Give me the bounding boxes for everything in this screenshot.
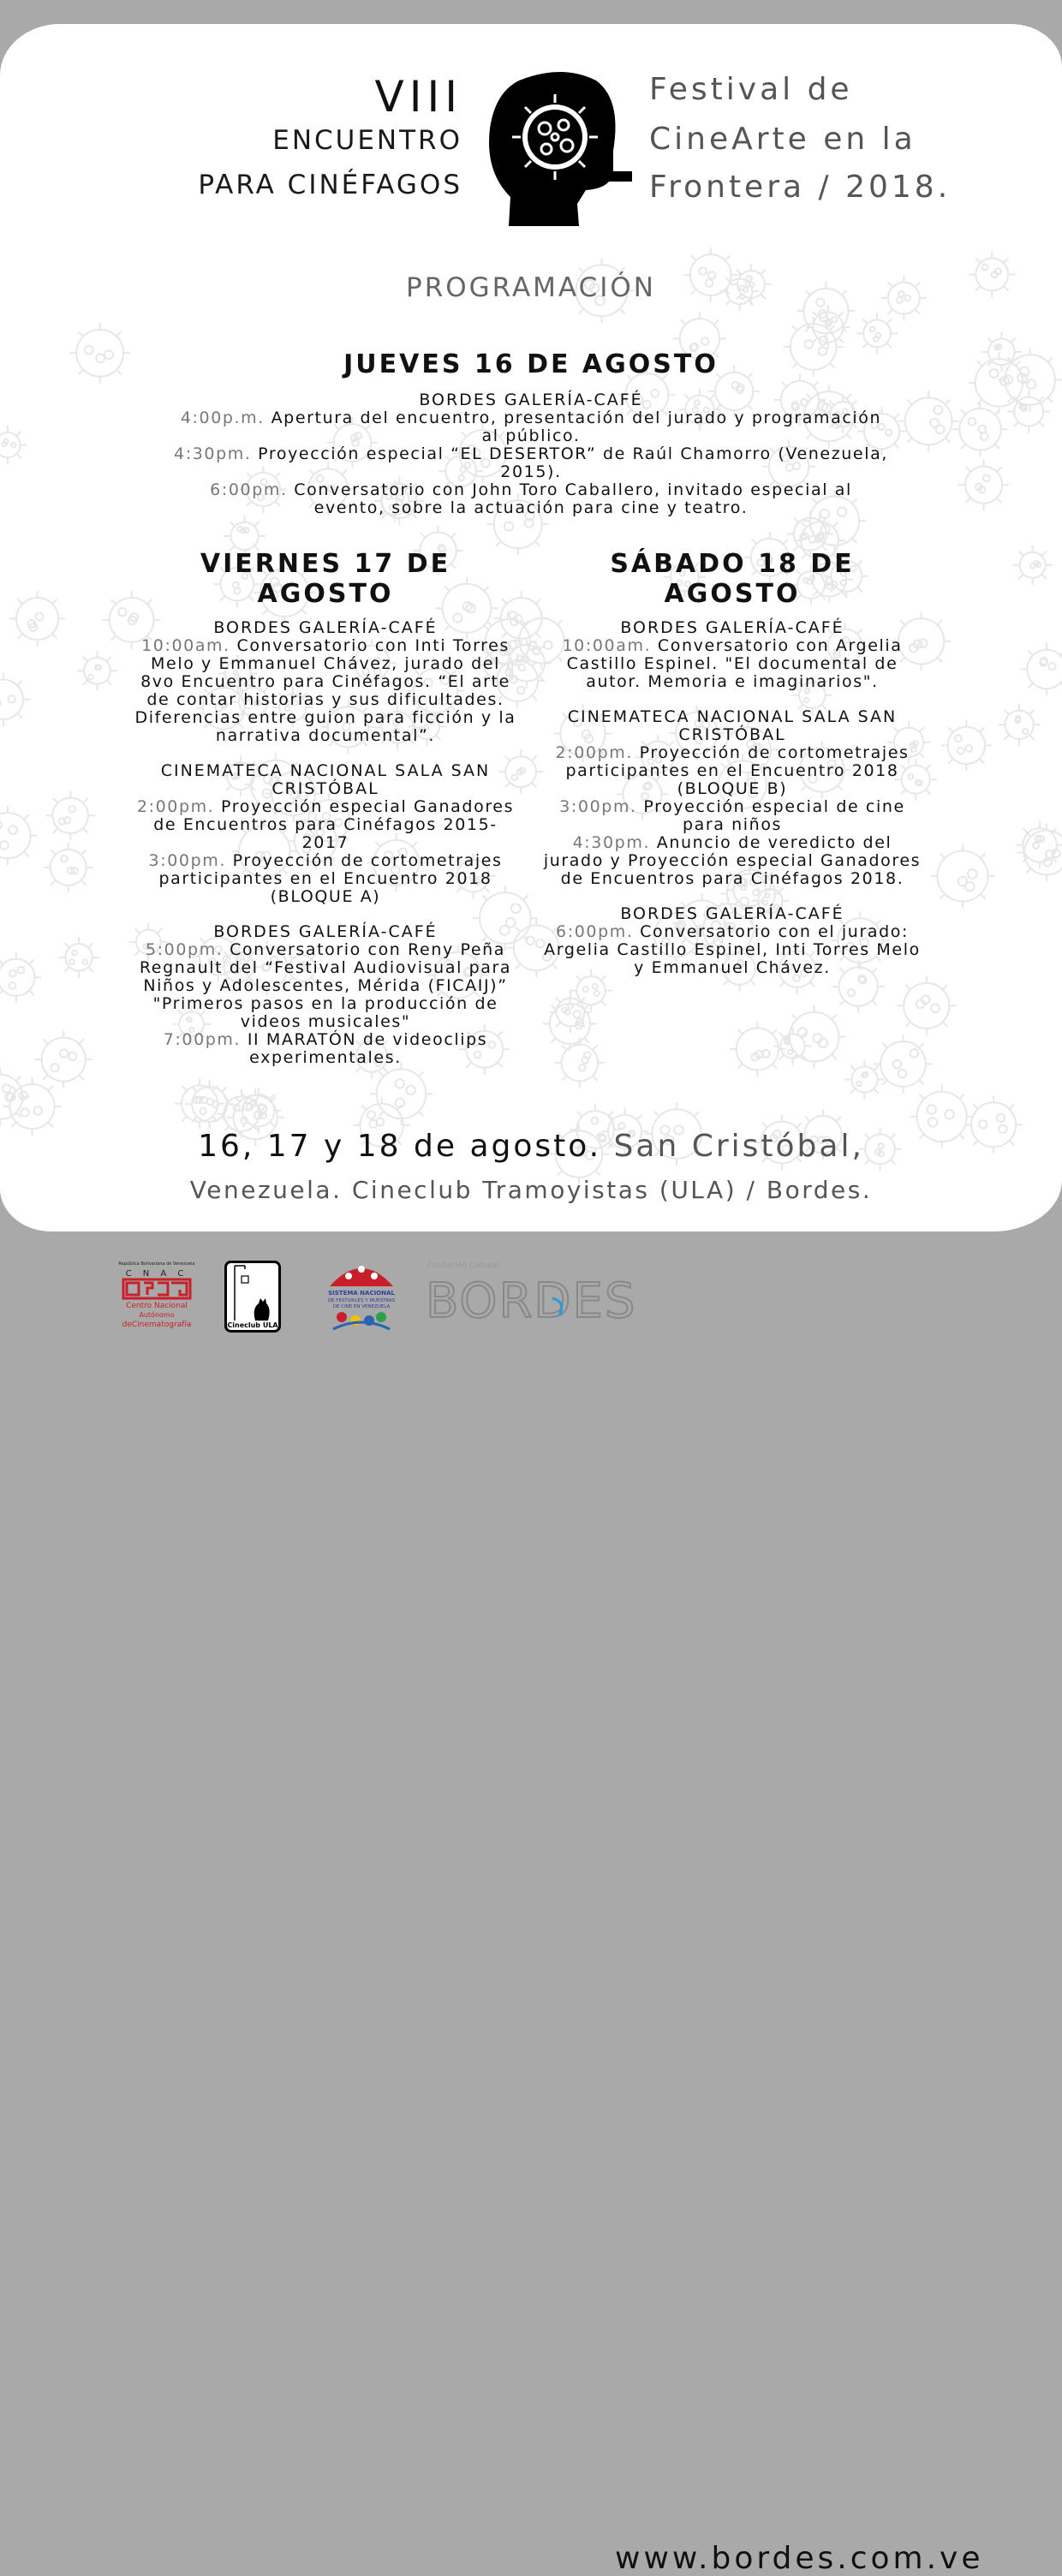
- festival-title-line1: Festival de: [649, 72, 853, 107]
- saturday-venue-2: CINEMATECA NACIONAL SALA SAN CRISTÓBAL: [567, 707, 898, 744]
- item-time: 2:00pm.: [136, 797, 215, 816]
- cnac-line2: Autónomo: [139, 1311, 175, 1319]
- friday-item: [133, 852, 518, 906]
- friday-item: [133, 637, 518, 745]
- encuentro-title-line2: PARA CINÉFAGOS: [198, 170, 462, 200]
- item-text: Proyección especial Ganadores de Encuentros para Cinéfagos 2015-2017: [153, 797, 515, 852]
- item-time: 5:00pm.: [145, 940, 224, 959]
- item-text: Proyección especial “EL DESERTOR” de Raúl Chamorro (Venezuela, 2015).: [251, 444, 888, 481]
- saturday-item: [540, 744, 925, 798]
- friday-venue-2: CINEMATECA NACIONAL SALA SAN CRISTÓBAL: [160, 761, 491, 798]
- friday-item: [133, 798, 518, 852]
- microbe-shape: [1016, 821, 1062, 869]
- festival-title-line2: CineArte en la: [649, 122, 916, 157]
- poster-paper: [0, 24, 1062, 1231]
- item-time: 6:00pm.: [210, 480, 288, 499]
- thursday-section: [171, 349, 891, 517]
- microbe-shape: [555, 1038, 606, 1088]
- sistema-line1: SISTEMA NACIONAL: [328, 1290, 395, 1297]
- thursday-venue: BORDES GALERÍA-CAFÉ: [419, 391, 643, 409]
- microbe-shape: [806, 305, 850, 349]
- microbe-shape: [773, 1027, 811, 1064]
- microbe-shape: [0, 426, 27, 464]
- friday-block-2: [133, 762, 518, 906]
- bordes-small-text: Fundación Cultural: [427, 1261, 500, 1270]
- microbe-shape: [998, 704, 1040, 746]
- cnac-letters: C N A C: [125, 1269, 188, 1279]
- edition-number: VIII: [374, 72, 462, 122]
- item-text: Conversatorio con Inti Torres Melo y Emmanuel Chávez, jurado del 8vo Encuentro para Cinéfagos. “El arte de contar historias y sus dificultades. Diferencias entre guion para ficción y la narrativa documental”.: [134, 636, 516, 745]
- saturday-item: [540, 834, 925, 888]
- microbe-shape: [1007, 391, 1050, 433]
- item-time: 3:00pm.: [148, 851, 226, 870]
- microbe-shape: [730, 1021, 785, 1076]
- thursday-title: JUEVES 16 DE AGOSTO: [343, 349, 719, 379]
- event-dates-dark: 16, 17 y 18 de agosto.: [198, 1129, 602, 1164]
- microbe-shape: [856, 313, 898, 355]
- cnac-line1: Centro Nacional: [126, 1302, 188, 1310]
- event-dates-grey: San Cristóbal,: [601, 1129, 864, 1164]
- microbe-shape: [0, 952, 41, 1003]
- thursday-item: [171, 445, 891, 481]
- cineclub-ula-logo: [224, 1261, 281, 1333]
- saturday-item: [540, 923, 925, 977]
- microbe-shape: [35, 1031, 92, 1088]
- header: [0, 24, 1062, 247]
- sponsor-logos: [0, 1259, 1062, 2576]
- microbe-shape: [898, 391, 959, 451]
- saturday-venue-3: BORDES GALERÍA-CAFÉ: [620, 904, 844, 923]
- microbe-shape: [44, 843, 93, 892]
- microbe-shape: [941, 720, 992, 771]
- item-text: Proyección especial de cine para niños: [636, 797, 905, 834]
- microbe-shape: [58, 937, 98, 977]
- microbe-shape: [958, 460, 1009, 510]
- cinefagos-head-logo: [485, 69, 635, 227]
- saturday-venue-1: BORDES GALERÍA-CAFÉ: [620, 618, 844, 637]
- friday-venue-1: BORDES GALERÍA-CAFÉ: [213, 618, 438, 637]
- friday-title: VIERNES 17 DE AGOSTO: [200, 549, 451, 609]
- bordes-wordmark: BORDES: [426, 1273, 637, 1329]
- saturday-item: [540, 637, 925, 691]
- microbe-shape: [45, 790, 95, 840]
- saturday-block-2: [540, 708, 925, 888]
- saturday-item: [540, 798, 925, 834]
- item-time: 10:00am.: [141, 636, 230, 655]
- cnac-small-text: República Bolivariana de Venezuela: [118, 1261, 195, 1267]
- encuentro-title-line1: ENCUENTRO: [272, 125, 462, 156]
- microbe-shape: [3, 1077, 61, 1136]
- microbe-shape: [0, 806, 38, 865]
- microbe-shape: [844, 1059, 884, 1099]
- item-time: 4:00p.m.: [180, 408, 265, 427]
- thursday-item: [171, 481, 891, 517]
- friday-block-1: [133, 619, 518, 745]
- cnac-logo: [120, 1259, 194, 1333]
- thursday-item: [171, 409, 891, 445]
- friday-venue-3: BORDES GALERÍA-CAFÉ: [213, 922, 438, 941]
- item-text: Conversatorio con John Toro Caballero, invitado especial al evento, sobre la actuación para cine y teatro.: [287, 480, 852, 517]
- microbe-shape: [9, 591, 65, 647]
- item-text: II MARATÓN de videoclips experimentales.: [241, 1030, 488, 1067]
- item-time: 10:00am.: [562, 636, 652, 655]
- item-time: 4:30pm.: [572, 833, 651, 852]
- website-url[interactable]: www.bordes.com.ve: [615, 2541, 984, 2576]
- saturday-section: [540, 549, 925, 994]
- bordes-logo: [426, 1261, 637, 1329]
- microbe-shape: [69, 323, 130, 384]
- item-time: 3:00pm.: [559, 797, 637, 816]
- saturday-block-1: [540, 619, 925, 691]
- item-time: 7:00pm.: [163, 1030, 242, 1049]
- event-dates: [0, 1129, 1062, 1164]
- programacion-title: PROGRAMACIÓN: [406, 272, 656, 303]
- sistema-line2: DE FESTIVALES Y MUESTRAS: [327, 1298, 396, 1303]
- item-text: Conversatorio con el jurado: Argelia Castillo Espinel, Inti Torres Melo y Emmanuel Chávez.: [544, 922, 921, 977]
- item-time: 6:00pm.: [556, 922, 634, 941]
- microbe-shape: [175, 1078, 224, 1128]
- item-text: Conversatorio con Reny Peña Regnault del “Festival Audiovisual para Niños y Adolescentes, Mérida (FICAIJ)” "Primeros pasos en la producción de videos musicales": [139, 940, 512, 1031]
- friday-item: [133, 941, 518, 1031]
- saturday-title: SÁBADO 18 DE AGOSTO: [610, 549, 855, 609]
- friday-block-3: [133, 923, 518, 1067]
- friday-section: [133, 549, 518, 1084]
- item-time: 4:30pm.: [174, 444, 252, 463]
- microbe-shape: [1020, 643, 1062, 696]
- microbe-shape: [0, 672, 30, 725]
- microbe-shape: [874, 1035, 933, 1094]
- item-text: Apertura del encuentro, presentación del jurado y programación al público.: [264, 408, 882, 445]
- microbe-shape: [998, 348, 1062, 412]
- microbe-shape: [930, 844, 994, 909]
- microbe-shape: [77, 651, 117, 691]
- item-text: Proyección de cortometrajes participantes en el Encuentro 2018 (BLOQUE A): [158, 851, 503, 906]
- item-text: Conversatorio con Argelia Castillo Espinel. "El documental de autor. Memoria e imaginarios".: [566, 636, 903, 691]
- item-text: Proyección de cortometrajes participantes en el Encuentro 2018 (BLOQUE B): [565, 743, 910, 798]
- item-time: 2:00pm.: [555, 743, 633, 762]
- saturday-block-3: [540, 905, 925, 977]
- friday-item: [133, 1031, 518, 1067]
- festival-title-line3: Frontera / 2018.: [649, 170, 952, 205]
- item-text: Anuncio de veredicto del jurado y Proyección especial Ganadores de Encuentros para Cinéfagos 2018.: [543, 833, 922, 888]
- sistema-line3: DE CINE EN VENEZUELA: [332, 1304, 391, 1309]
- cineclub-ula-label: Cineclub ULA: [227, 1321, 278, 1329]
- cnac-line3: deCinematografía: [122, 1321, 192, 1329]
- sistema-nacional-logo: [323, 1259, 400, 1333]
- event-place: Venezuela. Cineclub Tramoyistas (ULA) / Bordes.: [189, 1176, 873, 1204]
- microbe-shape: [1013, 546, 1053, 585]
